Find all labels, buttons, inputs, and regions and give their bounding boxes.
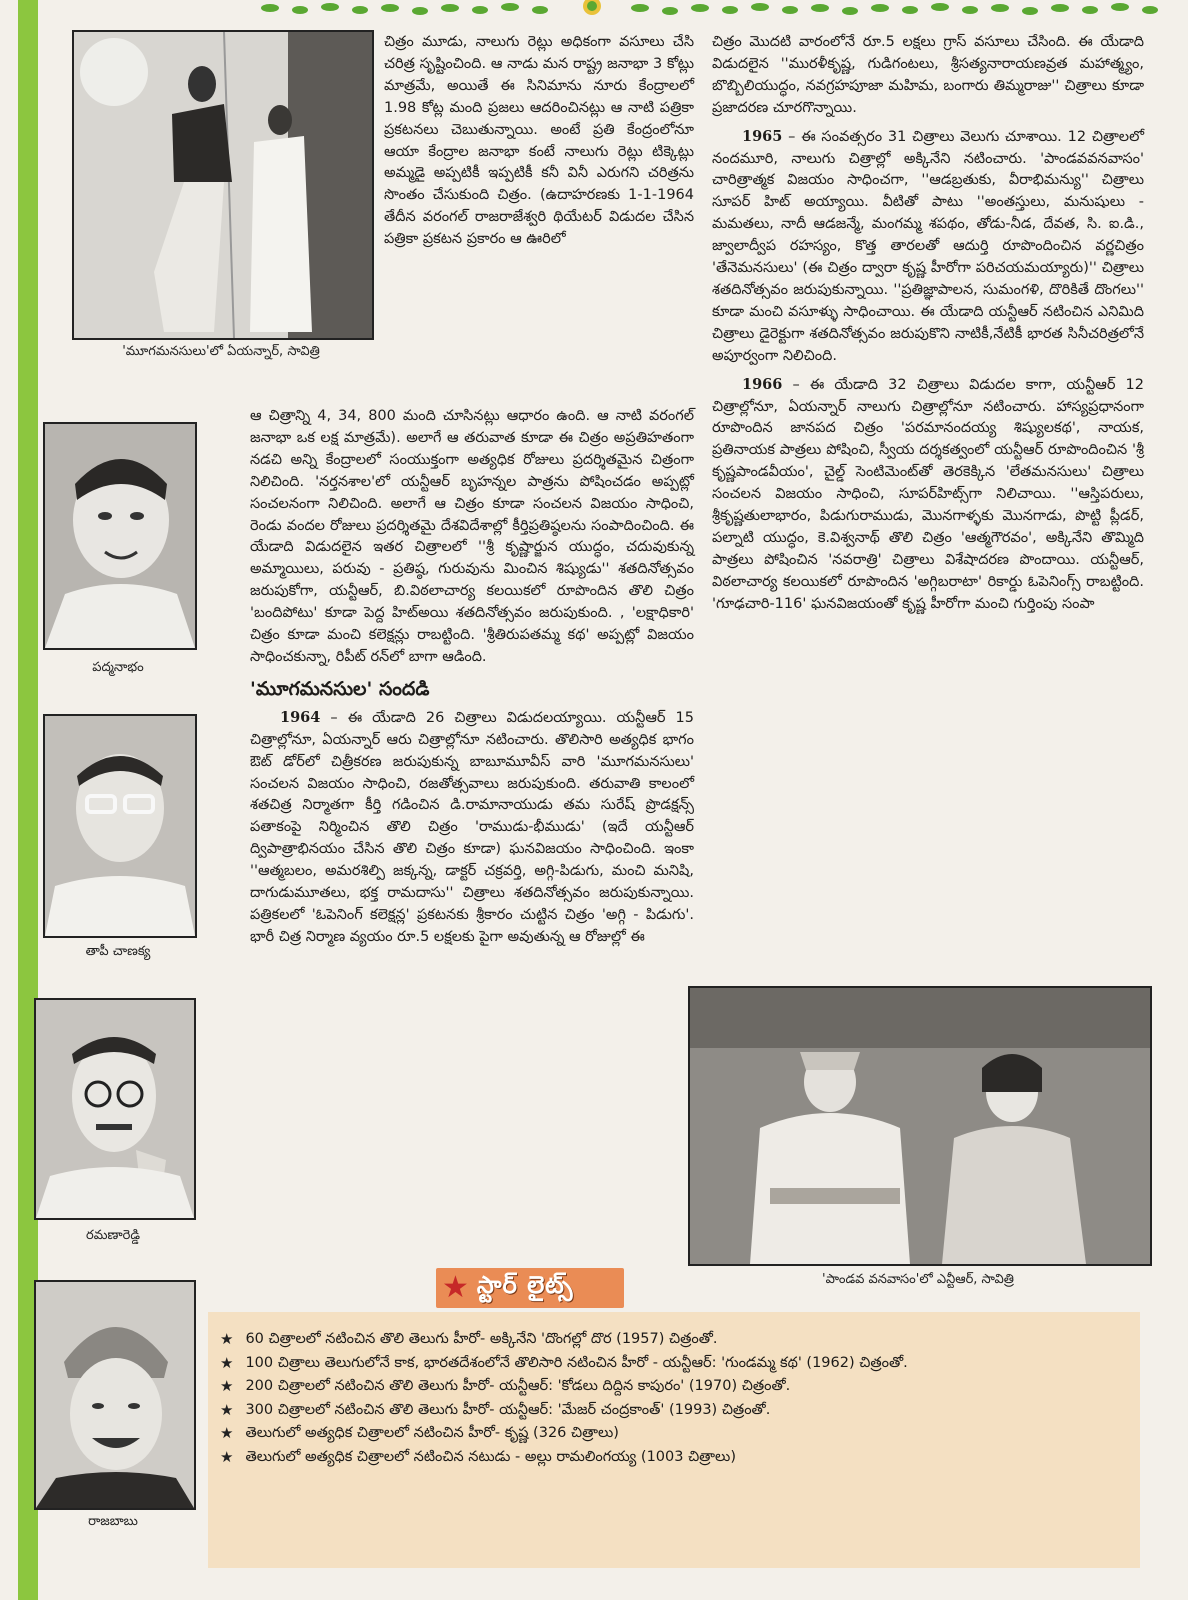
portrait-ramana-reddy: [34, 998, 196, 1220]
decorative-garland: [0, 0, 1188, 22]
list-item: ★ 60 చిత్రాలలో నటించిన తొలి తెలుగు హీరో- అక్కినేని 'దొంగల్లో దొర (1957) చిత్రంతో.: [220, 1328, 1126, 1352]
list-item: ★ 300 చిత్రాలలో నటించిన తొలి తెలుగు హీరో- యన్టీఆర్: 'మేజర్ చంద్రకాంత్' (1993) చిత్రంతో.: [220, 1399, 1126, 1423]
star-icon: ★: [220, 1400, 234, 1419]
section-subheading: 'మూగమనసుల' సందడి: [250, 677, 430, 700]
photo-caption: 'పాండవ వనవాసం'లో ఎన్టీఆర్, సావిత్రి: [822, 1272, 1014, 1287]
article-paragraph: చిత్రం మూడు, నాలుగు రెట్లు అధికంగా వసూలు చేసి చరిత్ర సృష్టించింది. ఆ నాడు మన రాష్ట్ర జనాభా 3 కోట్లు మాత్రమే, అయితే ఈ సినిమాను నూరు కేంద్రాలలో 1.98 కోట్ల మంది ప్రజలు ఆదరించినట్లు ఆ నాటి పత్రికా ప్రకటనలు చెబుతున్నాయి. అంటే ప్రతి కేంద్రంలోనూ ఆయా కేంద్రాల జనాభా కంటే నాలుగు రెట్లు టిక్కెట్లు అమ్మడై అప్పటికీ ఇప్పటికీ కనీ వినీ ఎరుగని చరిత్రను సొంతం చేసుకుంది చిత్రం. (ఉదాహరణకు 1-1-1964 తేదీన వరంగల్ రాజరాజేశ్వరి థియేటర్ విడుదల చేసిన పత్రికా ప్రకటన ప్రకారం ఆ ఊరిలో: [384, 34, 694, 248]
article-paragraph: 1964 – ఈ యేడాది 26 చిత్రాలు విడుదలయ్యాయి. యన్టీఆర్ 15 చిత్రాల్లోనూ, ఏయన్నార్ ఆరు చిత్రాల్లోనూ నటించారు. తొలిసారి అత్యధిక భాగం ఔట్ డోర్‌లో చిత్రీకరణ జరుపుకున్న బాబూమూవీస్ వారి 'మూగమనసులు' సంచలన విజయం సాధించి, రజతోత్సవాలు జరుపుకుంది. తరువాతి కాలంలో శతచిత్ర నిర్మాతగా కీర్తి గడించిన డి.రామానాయుడు తమ సురేష్ ప్రొడక్షన్స్ పతాకంపై నిర్మించిన తొలి చిత్రం 'రాముడు-భీముడు' (ఇదే యన్టీఆర్ ద్విపాత్రాభినయం చేసిన తొలి చిత్రం కూడా) ఘనవిజయం సాధించింది. ఇంకా ''ఆత్మబలం, అమరశిల్పి జక్కన్న, డాక్టర్ చక్రవర్తి, అగ్గి-పిడుగు, మంచి మనిషి, దాగుడుమూతలు, భక్త రామదాసు'' చిత్రాలు శతదినోత్సవం జరుపుకున్నాయి. పత్రికలలో 'ఓపెనింగ్ కలెక్షన్ల' ప్రకటనకు శ్రీకారం చుట్టిన చిత్రం 'అగ్గి - పిడుగు'. భారీ చిత్ర నిర్మాణ వ్యయం రూ.5 లక్షలకు పైగా అవుతున్న ఆ రోజుల్లో ఈ: [250, 708, 694, 945]
article-paragraph: చిత్రం మొదటి వారంలోనే రూ.5 లక్షలు గ్రాస్ వసూలు చేసింది. ఈ యేడాది విడుదలైన ''మురళీకృష్ణ, గుడిగంటలు, శ్రీసత్యనారాయణవ్రత మహాత్మ్యం, బొబ్బిలియుద్ధం, నవగ్రహపూజా మహిమ, బంగారు తిమ్మరాజు'' చిత్రాలు కూడా ప్రజాదరణ చూరగొన్నాయి.: [712, 34, 1144, 116]
year-label: 1964: [280, 708, 321, 726]
portrait-padmanabham: [43, 422, 197, 650]
article-paragraph: ఆ చిత్రాన్ని 4, 34, 800 మంది చూసినట్లు ఆధారం ఉంది. ఆ నాటి వరంగల్ జనాభా ఒక లక్ష మాత్రమే). అలాగే ఆ తరువాత కూడా ఈ చిత్రం అప్రతిహతంగా నడచి అన్ని కేంద్రాలలో సంయుక్తంగా అత్యధిక రోజులు ప్రదర్శితమైన చిత్రంగా నిలిచింది. 'నర్తనశాల'లో యన్టీఆర్ బృహన్నల పాత్రను పోషించడం అప్పట్లో సంచలనంగా నిలిచింది. అలాగే ఆ చిత్రం కూడా సంచలన విజయం సాధించి, రెండు వందల రోజులు ప్రదర్శితమై దేశవిదేశాల్లో కీర్తిప్రతిష్ఠలను సంపాదించింది. ఈ యేడాది విడుదలైన ఇతర చిత్రాలలో ''శ్రీ కృష్ణార్జున యుద్ధం, చదువుకున్న అమ్మాయిలు, పరువు - ప్రతిష్ఠ, గురువును మించిన శిష్యుడు'' శతదినోత్సవం జరుపుకోగా, యన్టీఆర్, బి.విఠలాచార్య కలయికలో రూపొందిన తొలి చిత్రం 'బందిపోటు' కూడా పెద్ద హిట్అయి శతదినోత్సవం జరుపుకుంది. , 'లక్షాధికారి' చిత్రం కూడా మంచి కలెక్షన్లు రాబట్టింది. 'శ్రీతిరుపతమ్మ కథ' అప్పట్లో విజయం సాధించకున్నా, రిపీట్ రన్‌లో బాగా ఆడింది.: [250, 408, 694, 665]
article-paragraph: 1965 – ఈ సంవత్సరం 31 చిత్రాలు వెలుగు చూశాయి. 12 చిత్రాలలో నందమూరి, నాలుగు చిత్రాల్లో అక్కినేని నటించారు. 'పాండవవనవాసం' చారిత్రాత్మక విజయం సాధించగా, ''ఆడబ్రతుకు, వీరాభిమన్యు'' చిత్రాలు సూపర్ హిట్ అయ్యాయి. వీటితో పాటు ''అంతస్తులు, మనుషులు - మమతలు, నాదీ ఆడజన్మే, మంగమ్మ శపథం, తోడు-నీడ, దేవత, సి. ఐ.డి., జ్వాలాద్వీప రహస్యం, కొత్త తారలతో ఆదుర్తి రూపొందించిన వర్ణచిత్రం 'తేనెమనసులు' (ఈ చిత్రం ద్వారా కృష్ణ హీరోగా పరిచయమయ్యారు)'' చిత్రాలు శతదినోత్సవం జరుపుకున్నాయి. ''ప్రతిజ్ఞాపాలన, సుమంగళి, దొరికితే దొంగలు'' కూడా మంచి వసూళ్ళు సాధించాయి. ఈ యేడాది యన్టీఆర్ నటించిన ఎనిమిది చిత్రాలు డైరెక్టుగా శతదినోత్సవం జరుపుకొని నాటికీ,నేటికీ భారత సినీచరిత్రలోనే అపూర్వంగా నిలిచింది.: [712, 127, 1144, 364]
list-item: ★ తెలుగులో అత్యధిక చిత్రాలలో నటించిన నటుడు - అల్లు రామలింగయ్య (1003 చిత్రాలు): [220, 1446, 1126, 1470]
portrait-tapi-chanakya: [43, 714, 197, 938]
article-paragraph: 1966 – ఈ యేడాది 32 చిత్రాలు విడుదల కాగా, యన్టీఆర్ 12 చిత్రాల్లోనూ, ఏయన్నార్ నాలుగు చిత్రాల్లోనూ నటించారు. హాస్యప్రధానంగా రూపొందిన జానపద చిత్రం 'పరమానందయ్య శిష్యులకథ', నాయక, ప్రతినాయక పాత్రలు పోషించి, స్వీయ దర్శకత్వంలో యన్టీఆర్ రూపొందించిన 'శ్రీ కృష్ణపాండవీయం', చైల్డ్ సెంటిమెంట్‌తో తెరకెక్కిన 'లేతమనసులు' చిత్రాలు సంచలన విజయం సాధించి, సూపర్‌హిట్స్‌గా నిలిచాయి. ''ఆస్తిపరులు, శ్రీకృష్ణతులాభారం, పిడుగురాముడు, మొనగాళ్ళకు మొనగాడు, పొట్టి ప్లీడర్, పల్నాటి యుద్ధం, కె.విశ్వనాథ్ తొలి చిత్రం 'ఆత్మగౌరవం', అక్కినేని తొమ్మిది పాత్రలు పోషించిన 'నవరాత్రి' చిత్రాలు విశేషాదరణ పొందాయి. యన్టీఆర్, విఠలాచార్య కలయికలో రూపొందిన 'అగ్గిబరాటా' రికార్డు ఓపెనింగ్స్ రాబట్టింది. 'గూఢచారి-116' ఘనవిజయంతో కృష్ణ హీరోగా మంచి గుర్తింపు సంపా: [712, 375, 1144, 612]
star-icon: ★: [220, 1424, 234, 1443]
starlights-box: [208, 1312, 1140, 1568]
photo-moogamanasulu: [72, 30, 374, 340]
photo-caption: పద్మనాభం: [92, 660, 144, 675]
article-column-middle: [250, 406, 694, 949]
photo-caption: తాపీ చాణక్య: [85, 944, 151, 959]
list-item: ★ 100 చిత్రాలు తెలుగులోనే కాక, భారతదేశంలోనే తొలిసారి నటించిన హీరో - యన్టీఆర్: 'గుండమ్మ కథ' (1962) చిత్రంతో.: [220, 1352, 1126, 1376]
photo-caption: రాజబాబు: [88, 1514, 138, 1529]
list-item: ★ 200 చిత్రాలలో నటించిన తొలి తెలుగు హీరో- యన్టీఆర్: 'కోడలు దిద్దిన కాపురం' (1970) చిత్రంతో.: [220, 1375, 1126, 1399]
starlights-list: [220, 1328, 1126, 1470]
year-label: 1965: [742, 127, 783, 145]
starlights-title: స్టార్ లైట్స్: [476, 1271, 574, 1299]
star-icon: ★: [442, 1270, 469, 1305]
star-icon: ★: [220, 1353, 234, 1372]
photo-caption: 'మూగమనసులు'లో ఏయన్నార్, సావిత్రి: [122, 344, 320, 359]
star-icon: ★: [220, 1330, 234, 1348]
starlights-banner: [436, 1268, 624, 1308]
portrait-rajababu: [34, 1280, 196, 1510]
article-column-right: [712, 32, 1144, 616]
star-icon: ★: [220, 1377, 234, 1396]
photo-pandava-vanavasam: [688, 986, 1152, 1266]
year-label: 1966: [742, 375, 783, 393]
article-column-middle-top: [384, 32, 694, 251]
photo-caption: రమణారెడ్డి: [86, 1228, 140, 1243]
star-icon: ★: [220, 1447, 234, 1466]
list-item: ★ తెలుగులో అత్యధిక చిత్రాలలో నటించిన హీరో- కృష్ణ (326 చిత్రాలు): [220, 1422, 1126, 1446]
